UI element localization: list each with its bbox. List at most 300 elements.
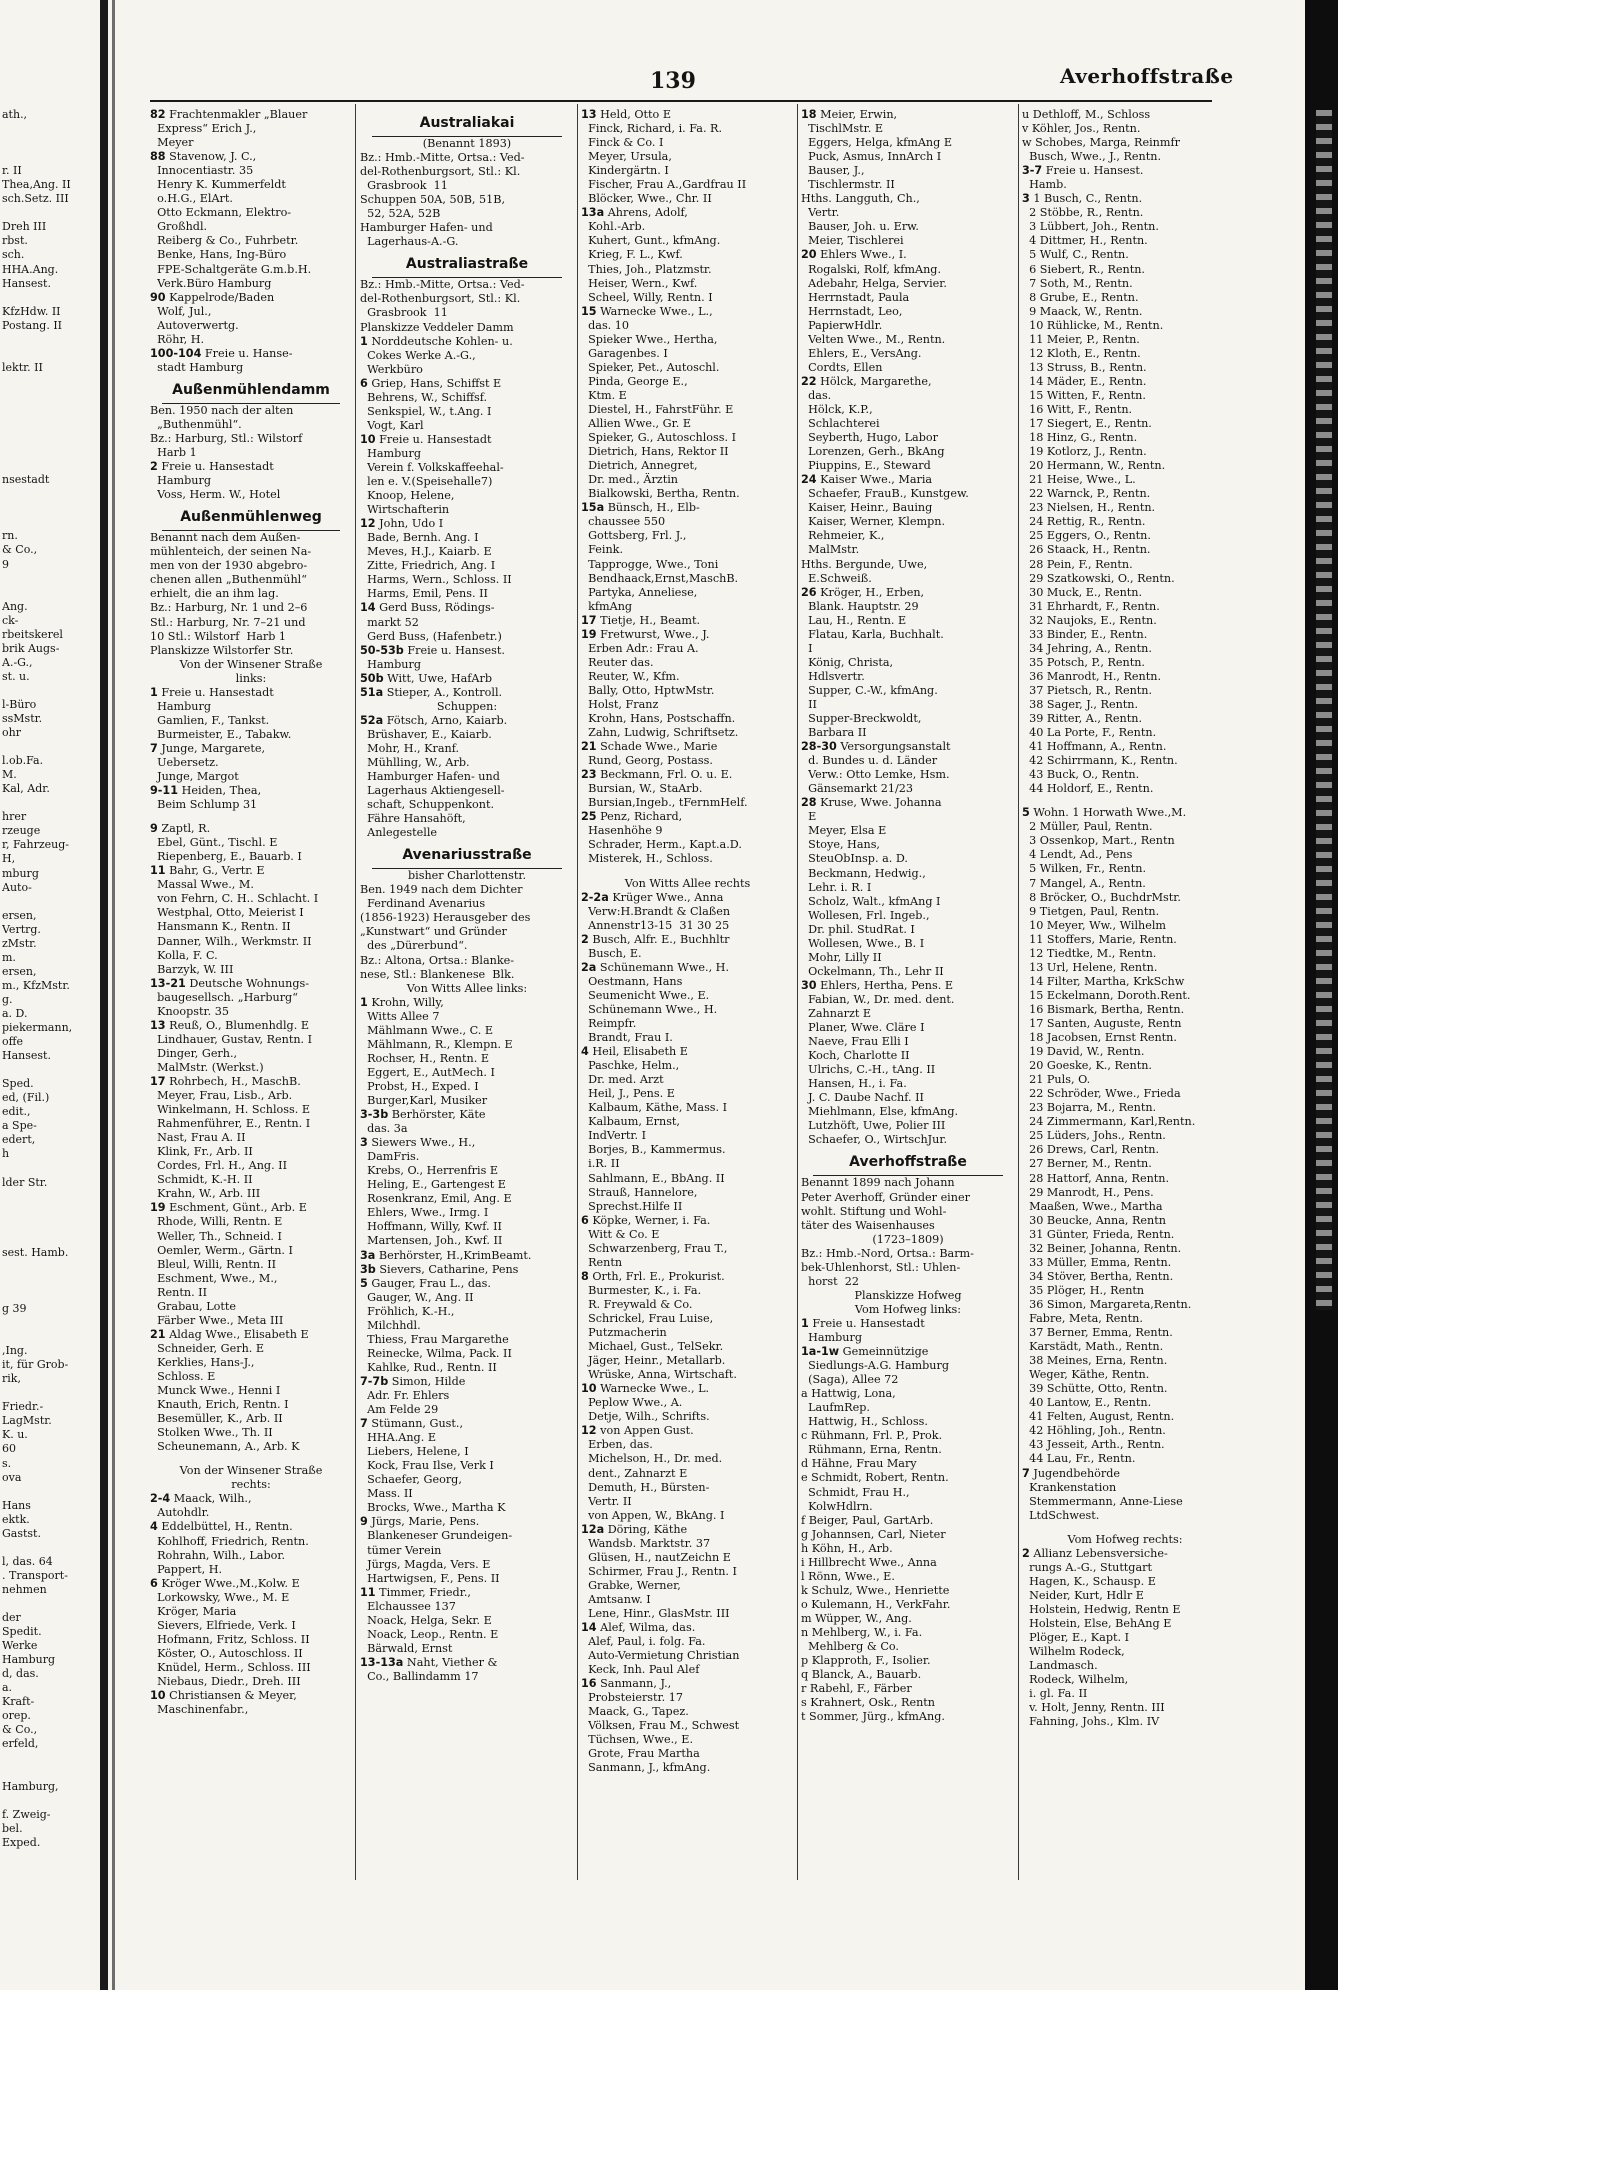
entry-text: 10 Stl.: Wilstorf Harb 1 xyxy=(150,629,287,643)
directory-entry xyxy=(581,1410,794,1424)
entry-text: e Schmidt, Robert, Rentn. xyxy=(801,1471,949,1485)
entry-text: Fröhlich, K.-H., xyxy=(360,1304,455,1318)
directory-entry xyxy=(150,1342,352,1356)
entry-text: Kruse, Wwe. Johanna xyxy=(820,796,942,810)
house-number: 5 xyxy=(360,1276,368,1290)
entry-text: u Dethloff, M., Schloss xyxy=(1022,108,1151,121)
directory-entry xyxy=(581,838,794,852)
entry-text: Heiser, Wern., Kwf. xyxy=(581,276,698,290)
entry-text: Witt, Uwe, HafArb xyxy=(387,671,493,685)
entry-text: Gauger, W., Ang. II xyxy=(360,1290,474,1304)
house-number: 18 xyxy=(801,108,817,121)
directory-entry xyxy=(360,193,574,207)
house-number: 2a xyxy=(581,960,597,974)
directory-entry xyxy=(360,728,574,742)
directory-entry xyxy=(581,586,794,600)
entry-text: 43 Buck, O., Rentn. xyxy=(1022,768,1140,782)
entry-text: Schmidt, K.-H. II xyxy=(150,1173,253,1187)
entry-text: Tietje, H., Beamt. xyxy=(600,613,701,627)
entry-text: 40 Lantow, E., Rentn. xyxy=(1022,1396,1152,1410)
directory-entry xyxy=(360,1473,574,1487)
entry-text: Burger,Karl, Musiker xyxy=(360,1094,488,1107)
entry-text: John, Udo I xyxy=(379,517,444,531)
directory-entry xyxy=(360,1178,574,1192)
entry-text: l Rönn, Wwe., E. xyxy=(801,1569,895,1583)
entry-text: Grabke, Werner, xyxy=(581,1578,681,1592)
entry-text: E.Schweiß. xyxy=(801,571,872,585)
fragment-line xyxy=(2,403,100,417)
directory-entry xyxy=(801,1373,1015,1387)
directory-entry xyxy=(1022,1031,1228,1045)
directory-entry xyxy=(801,1612,1015,1626)
directory-entry xyxy=(801,824,1015,838)
directory-entry xyxy=(801,852,1015,866)
directory-entry xyxy=(360,1333,574,1347)
directory-entry xyxy=(360,1614,574,1628)
directory-entry xyxy=(150,488,352,502)
entry-text: Rhode, Willi, Rentn. E xyxy=(150,1215,283,1229)
directory-entry xyxy=(360,559,574,573)
entry-text: Warnecke Wwe., L. xyxy=(600,1382,710,1396)
directory-entry xyxy=(360,1234,574,1248)
entry-text: Lutzhöft, Uwe, Polier III xyxy=(801,1119,946,1133)
directory-entry xyxy=(360,1529,574,1543)
directory-entry xyxy=(150,1370,352,1384)
running-header-street: Averhoffstraße xyxy=(1060,64,1234,88)
directory-entry xyxy=(1022,1045,1228,1059)
entry-text: Putzmacherin xyxy=(581,1326,667,1340)
directory-entry xyxy=(1022,740,1228,754)
directory-entry xyxy=(1022,919,1228,933)
spacer xyxy=(581,867,794,877)
entry-text: 28 Pein, F., Rentn. xyxy=(1022,557,1133,571)
entry-text: Thies, Joh., Platzmstr. xyxy=(581,262,712,276)
directory-entry xyxy=(360,1445,574,1459)
entry-text: Anlegestelle xyxy=(360,826,438,840)
entry-text: PapierwHdlr. xyxy=(801,318,883,332)
entry-text: 14 Mäder, E., Rentn. xyxy=(1022,374,1147,388)
directory-entry xyxy=(150,728,352,742)
directory-entry xyxy=(801,1387,1015,1401)
entry-text: Lene, Hinr., GlasMstr. III xyxy=(581,1606,730,1620)
directory-entry xyxy=(360,1600,574,1614)
directory-entry xyxy=(581,122,794,136)
column-divider xyxy=(355,104,356,1880)
house-number: 8 xyxy=(581,1269,589,1283)
directory-entry xyxy=(360,812,574,826)
fragment-line: rik, xyxy=(2,1372,21,1386)
directory-entry xyxy=(360,1487,574,1501)
entry-text: 21 Puls, O. xyxy=(1022,1073,1091,1087)
directory-entry xyxy=(801,895,1015,909)
directory-entry xyxy=(581,1761,794,1775)
directory-entry xyxy=(1022,333,1228,347)
entry-text: Cordts, Ellen xyxy=(801,360,883,374)
house-number: 3a xyxy=(360,1248,376,1262)
entry-text: h Köhn, H., Arb. xyxy=(801,1541,893,1555)
directory-entry xyxy=(150,1633,352,1647)
directory-entry xyxy=(801,965,1015,979)
entry-text: Grote, Frau Martha xyxy=(581,1747,700,1761)
entry-text: Rahmenführer, E., Rentn. I xyxy=(150,1117,311,1131)
directory-entry xyxy=(150,878,352,892)
directory-entry xyxy=(360,1417,574,1431)
entry-text: 38 Meines, Erna, Rentn. xyxy=(1022,1354,1168,1368)
entry-text: 21 Heise, Wwe., L. xyxy=(1022,473,1136,487)
directory-entry xyxy=(581,947,794,961)
directory-entry xyxy=(581,1129,794,1143)
directory-entry xyxy=(801,487,1015,501)
entry-text: 35 Plöger, H., Rentn xyxy=(1022,1283,1145,1297)
directory-entry xyxy=(581,572,794,586)
directory-entry xyxy=(150,1520,352,1534)
directory-entry xyxy=(1022,1003,1228,1017)
fragment-line xyxy=(2,333,100,347)
directory-entry xyxy=(150,1506,352,1520)
entry-text: Ktm. E xyxy=(581,388,627,402)
directory-entry xyxy=(1022,1659,1228,1673)
directory-entry xyxy=(150,1426,352,1440)
directory-entry xyxy=(1022,712,1228,726)
entry-text: Harb 1 xyxy=(150,446,197,460)
entry-text: Wollesen, Wwe., B. I xyxy=(801,936,925,950)
directory-entry xyxy=(801,1542,1015,1556)
directory-entry xyxy=(360,925,574,939)
entry-text: 38 Sager, J., Rentn. xyxy=(1022,697,1139,711)
directory-entry xyxy=(801,1570,1015,1584)
entry-text: Warnecke Wwe., L., xyxy=(600,304,713,318)
house-number: 88 xyxy=(150,150,166,164)
entry-text: Bz.: Harburg, Stl.: Wilstorf xyxy=(150,431,303,445)
entry-text: KolwHdlrn. xyxy=(801,1499,873,1513)
entry-text: Meyer, Ursula, xyxy=(581,150,672,164)
entry-text: TischlMstr. E xyxy=(801,122,884,136)
fragment-line: Kal, Adr. xyxy=(2,782,50,796)
directory-entry xyxy=(150,1535,352,1549)
entry-text: Weller, Th., Schneid. I xyxy=(150,1229,282,1243)
directory-entry xyxy=(1022,891,1228,905)
directory-entry xyxy=(581,543,794,557)
directory-entry xyxy=(581,1073,794,1087)
directory-entry xyxy=(150,1272,352,1286)
fragment-line: ersen, xyxy=(2,964,37,978)
directory-entry xyxy=(581,891,794,905)
entry-text: Kaiser Wwe., Maria xyxy=(820,473,933,487)
entry-text: Christiansen & Meyer, xyxy=(169,1689,297,1703)
directory-entry xyxy=(1022,375,1228,389)
entry-text: 10 Rühlicke, M., Rentn. xyxy=(1022,318,1164,332)
entry-text: Knüdel, Herm., Schloss. III xyxy=(150,1660,311,1674)
directory-entry xyxy=(801,586,1015,600)
directory-entry xyxy=(360,1066,574,1080)
entry-text: 34 Jehring, A., Rentn. xyxy=(1022,641,1152,655)
directory-entry xyxy=(360,1249,574,1263)
directory-entry xyxy=(360,770,574,784)
entry-text: Krahn, W., Arb. III xyxy=(150,1187,261,1201)
directory-entry xyxy=(581,810,794,824)
entry-text: Vom Hofweg rechts: xyxy=(1067,1532,1183,1546)
fragment-line: KfzHdw. II xyxy=(2,304,61,318)
directory-entry xyxy=(360,784,574,798)
entry-text: Grabau, Lotte xyxy=(150,1299,236,1313)
entry-text: Hansmann K., Rentn. II xyxy=(150,920,291,934)
entry-text: Planer, Wwe. Cläre I xyxy=(801,1021,925,1035)
directory-entry xyxy=(1022,1589,1228,1603)
entry-text: Oestmann, Hans xyxy=(581,974,683,988)
fragment-line: rn. xyxy=(2,529,18,543)
entry-text: p Klapproth, F., Isolier. xyxy=(801,1654,931,1668)
directory-entry xyxy=(581,487,794,501)
entry-text: Kock, Frau Ilse, Verk I xyxy=(360,1459,494,1473)
entry-text: 3 Ossenkop, Mart., Rentn xyxy=(1022,834,1175,848)
directory-entry xyxy=(1022,206,1228,220)
fragment-line: & Co., xyxy=(2,1723,38,1737)
directory-entry xyxy=(1022,1284,1228,1298)
entry-text: Pinda, George E., xyxy=(581,374,688,388)
entry-text: I xyxy=(801,641,813,655)
directory-entry xyxy=(801,768,1015,782)
directory-entry xyxy=(801,347,1015,361)
entry-text: Kahlke, Rud., Rentn. II xyxy=(360,1360,497,1374)
house-number: 52a xyxy=(360,713,384,727)
entry-text: Beim Schlump 31 xyxy=(150,798,258,812)
fragment-line: & Co., xyxy=(2,543,38,557)
house-number: 2 xyxy=(1022,1546,1030,1560)
entry-text: Herrnstadt, Paula xyxy=(801,290,910,304)
fragment-line: nsestadt xyxy=(2,473,50,487)
fragment-line: offe xyxy=(2,1035,23,1049)
directory-entry xyxy=(150,1075,352,1089)
directory-entry xyxy=(801,754,1015,768)
directory-entry xyxy=(801,501,1015,515)
directory-entry xyxy=(581,698,794,712)
fragment-line: zMstr. xyxy=(2,936,37,950)
house-number: 3-3b xyxy=(360,1108,389,1122)
directory-entry xyxy=(581,1298,794,1312)
fragment-line: d, das. xyxy=(2,1667,39,1681)
directory-entry xyxy=(581,1509,794,1523)
directory-entry xyxy=(801,164,1015,178)
directory-entry xyxy=(581,933,794,947)
entry-text: Lau, H., Rentn. E xyxy=(801,613,907,627)
directory-entry xyxy=(801,459,1015,473)
directory-entry xyxy=(801,993,1015,1007)
entry-text: Adebahr, Helga, Servier. xyxy=(801,276,947,290)
entry-text: 5 Wulf, C., Rentn. xyxy=(1022,248,1129,262)
entry-text: k Schulz, Wwe., Henriette xyxy=(801,1583,950,1597)
directory-entry xyxy=(801,1303,1015,1317)
entry-text: (1723–1809) xyxy=(872,1232,944,1246)
entry-text: Eggert, E., AutMech. I xyxy=(360,1065,495,1079)
directory-entry xyxy=(360,1277,574,1291)
house-number: 28-30 xyxy=(801,740,837,754)
directory-entry xyxy=(801,1191,1015,1205)
directory-entry xyxy=(1022,1172,1228,1186)
entry-text: Danner, Wilh., Werkmstr. II xyxy=(150,934,312,948)
entry-text: Reimpfr. xyxy=(581,1017,637,1030)
fragment-line: orep. xyxy=(2,1709,31,1723)
fragment-line xyxy=(2,122,100,136)
directory-entry xyxy=(150,192,352,206)
entry-text: Reiberg & Co., Fuhrbetr. xyxy=(150,234,299,248)
entry-text: del-Rothenburgsort, Stl.: Kl. xyxy=(360,165,521,179)
house-number: 7 xyxy=(360,1417,368,1431)
directory-entry xyxy=(581,1242,794,1256)
entry-text: Stemmermann, Anne-Liese xyxy=(1022,1494,1183,1508)
directory-entry xyxy=(1022,614,1228,628)
directory-entry xyxy=(150,206,352,220)
fragment-line xyxy=(2,1316,100,1330)
directory-entry xyxy=(581,1172,794,1186)
house-number: 23 xyxy=(581,768,597,782)
entry-text: Wirtschafterin xyxy=(360,503,450,517)
directory-entry xyxy=(1022,515,1228,529)
entry-text: 4 Dittmer, H., Rentn. xyxy=(1022,234,1148,248)
fragment-line: Thea,Ang. II xyxy=(2,178,71,192)
entry-text: Spieker, Pet., Autoschl. xyxy=(581,360,720,374)
entry-text: Dr. med., Ärztin xyxy=(581,473,678,487)
entry-text: mühlenteich, der seinen Na- xyxy=(150,545,312,559)
directory-entry xyxy=(360,1136,574,1150)
entry-text: Misterek, H., Schloss. xyxy=(581,852,713,866)
entry-text: Krieg, F. L., Kwf. xyxy=(581,248,683,262)
directory-entry xyxy=(150,864,352,878)
directory-entry xyxy=(1022,933,1228,947)
directory-entry xyxy=(150,319,352,333)
house-number: 12 xyxy=(581,1424,597,1438)
directory-entry xyxy=(581,136,794,150)
directory-entry xyxy=(1022,248,1228,262)
directory-entry xyxy=(581,558,794,572)
entry-text: Diestel, H., FahrstFühr. E xyxy=(581,402,734,416)
directory-entry xyxy=(801,1275,1015,1289)
directory-entry xyxy=(360,996,574,1010)
entry-text: v Köhler, Jos., Rentn. xyxy=(1022,122,1141,136)
entry-text: (Benannt 1893) xyxy=(422,137,512,150)
directory-entry xyxy=(150,347,352,361)
fragment-line: s. xyxy=(2,1456,12,1470)
entry-text: Rehmeier, K., xyxy=(801,529,885,543)
entry-text: Heil, J., Pens. E xyxy=(581,1087,675,1101)
directory-entry xyxy=(581,782,794,796)
directory-entry xyxy=(150,1492,352,1506)
entry-text: Wandsb. Marktstr. 37 xyxy=(581,1536,711,1550)
entry-text: 8 Grube, E., Rentn. xyxy=(1022,290,1139,304)
house-number: 51a xyxy=(360,685,384,699)
directory-entry xyxy=(360,601,574,615)
directory-entry xyxy=(581,1621,794,1635)
fragment-line: sch. xyxy=(2,248,25,262)
entry-text: Sanmann, J., kfmAng. xyxy=(581,1761,711,1775)
directory-entry xyxy=(801,1077,1015,1091)
directory-entry xyxy=(1022,1101,1228,1115)
directory-entry xyxy=(581,403,794,417)
directory-entry xyxy=(150,1005,352,1019)
entry-text: Noack, Leop., Rentn. E xyxy=(360,1627,499,1641)
directory-entry xyxy=(1022,403,1228,417)
house-number: 5 xyxy=(1022,806,1030,820)
entry-text: dent., Zahnarzt E xyxy=(581,1466,688,1480)
directory-entry xyxy=(581,1214,794,1228)
house-number: 17 xyxy=(150,1075,166,1088)
directory-entry xyxy=(150,616,352,630)
directory-entry xyxy=(1022,782,1228,796)
fragment-line: ed, (Fil.) xyxy=(2,1091,50,1105)
entry-text: rungs A.-G., Stuttgart xyxy=(1022,1560,1152,1574)
entry-text: Rochser, H., Rentn. E xyxy=(360,1051,489,1065)
fragment-line: piekermann, xyxy=(2,1021,73,1035)
entry-text: Meier, Erwin, xyxy=(820,108,898,121)
directory-entry xyxy=(150,1412,352,1426)
entry-text: erhielt, die an ihm lag. xyxy=(150,587,279,601)
entry-text: Vertr. II xyxy=(581,1494,632,1508)
directory-entry xyxy=(1022,1396,1228,1410)
fragment-line: Vertrg. xyxy=(2,922,41,936)
entry-text: Dr. phil. StudRat. I xyxy=(801,922,915,936)
directory-entry xyxy=(581,417,794,431)
entry-text: 37 Pietsch, R., Rentn. xyxy=(1022,683,1153,697)
entry-text: Seyberth, Hugo, Labor xyxy=(801,431,938,445)
directory-entry xyxy=(581,1200,794,1214)
entry-text: men von der 1930 abgebro- xyxy=(150,559,308,573)
entry-text: Von der Winsener Straße xyxy=(179,657,323,671)
entry-text: Hasenhöhe 9 xyxy=(581,824,663,838)
directory-entry xyxy=(360,826,574,840)
directory-entry xyxy=(801,277,1015,291)
street-heading-text: Averhoffstraße xyxy=(849,1154,967,1171)
directory-entry xyxy=(150,305,352,319)
entry-text: Kalbaum, Käthe, Mass. I xyxy=(581,1101,728,1115)
entry-text: Lorenzen, Gerh., BkAng xyxy=(801,445,945,459)
fragment-line: Sped. xyxy=(2,1077,34,1091)
directory-entry xyxy=(1022,136,1228,150)
directory-entry xyxy=(150,1647,352,1661)
entry-text: Wrüske, Anna, Wirtschaft. xyxy=(581,1368,737,1382)
directory-entry xyxy=(1022,1561,1228,1575)
directory-entry xyxy=(581,473,794,487)
entry-text: Martensen, Joh., Kwf. II xyxy=(360,1234,503,1248)
entry-text: 23 Nielsen, H., Rentn. xyxy=(1022,501,1156,515)
entry-text: MalMstr. (Werkst.) xyxy=(150,1060,264,1074)
fragment-line xyxy=(2,417,100,431)
directory-entry xyxy=(581,1143,794,1157)
entry-text: 25 Lüders, Johs., Rentn. xyxy=(1022,1129,1166,1143)
entry-text: täter des Waisenhauses xyxy=(801,1218,935,1232)
directory-entry xyxy=(801,248,1015,262)
directory-entry xyxy=(150,1398,352,1412)
entry-text: Paschke, Helm., xyxy=(581,1059,680,1073)
fragment-line xyxy=(2,1218,100,1232)
directory-entry xyxy=(1022,1509,1228,1523)
directory-entry xyxy=(581,263,794,277)
directory-entry xyxy=(150,277,352,291)
entry-text: DamFris. xyxy=(360,1150,420,1164)
entry-text: 15 Witten, F., Rentn. xyxy=(1022,388,1146,402)
entry-text: Allianz Lebensversiche- xyxy=(1033,1546,1168,1560)
entry-text: s Krahnert, Osk., Rentn xyxy=(801,1696,935,1710)
entry-text: 2 Stöbbe, R., Rentn. xyxy=(1022,206,1144,220)
entry-text: Jäger, Heinr., Metallarb. xyxy=(581,1354,726,1368)
directory-entry xyxy=(581,1663,794,1677)
entry-text: Express“ Erich J., xyxy=(150,122,257,136)
entry-text: Schuppen: xyxy=(436,699,498,713)
directory-entry xyxy=(801,1247,1015,1261)
fragment-line: brik Augs- xyxy=(2,641,60,655)
entry-text: Kerklies, Hans-J., xyxy=(150,1355,255,1369)
directory-entry xyxy=(150,1577,352,1591)
entry-text: 11 Stoffers, Marie, Rentn. xyxy=(1022,932,1177,946)
directory-entry xyxy=(581,1452,794,1466)
